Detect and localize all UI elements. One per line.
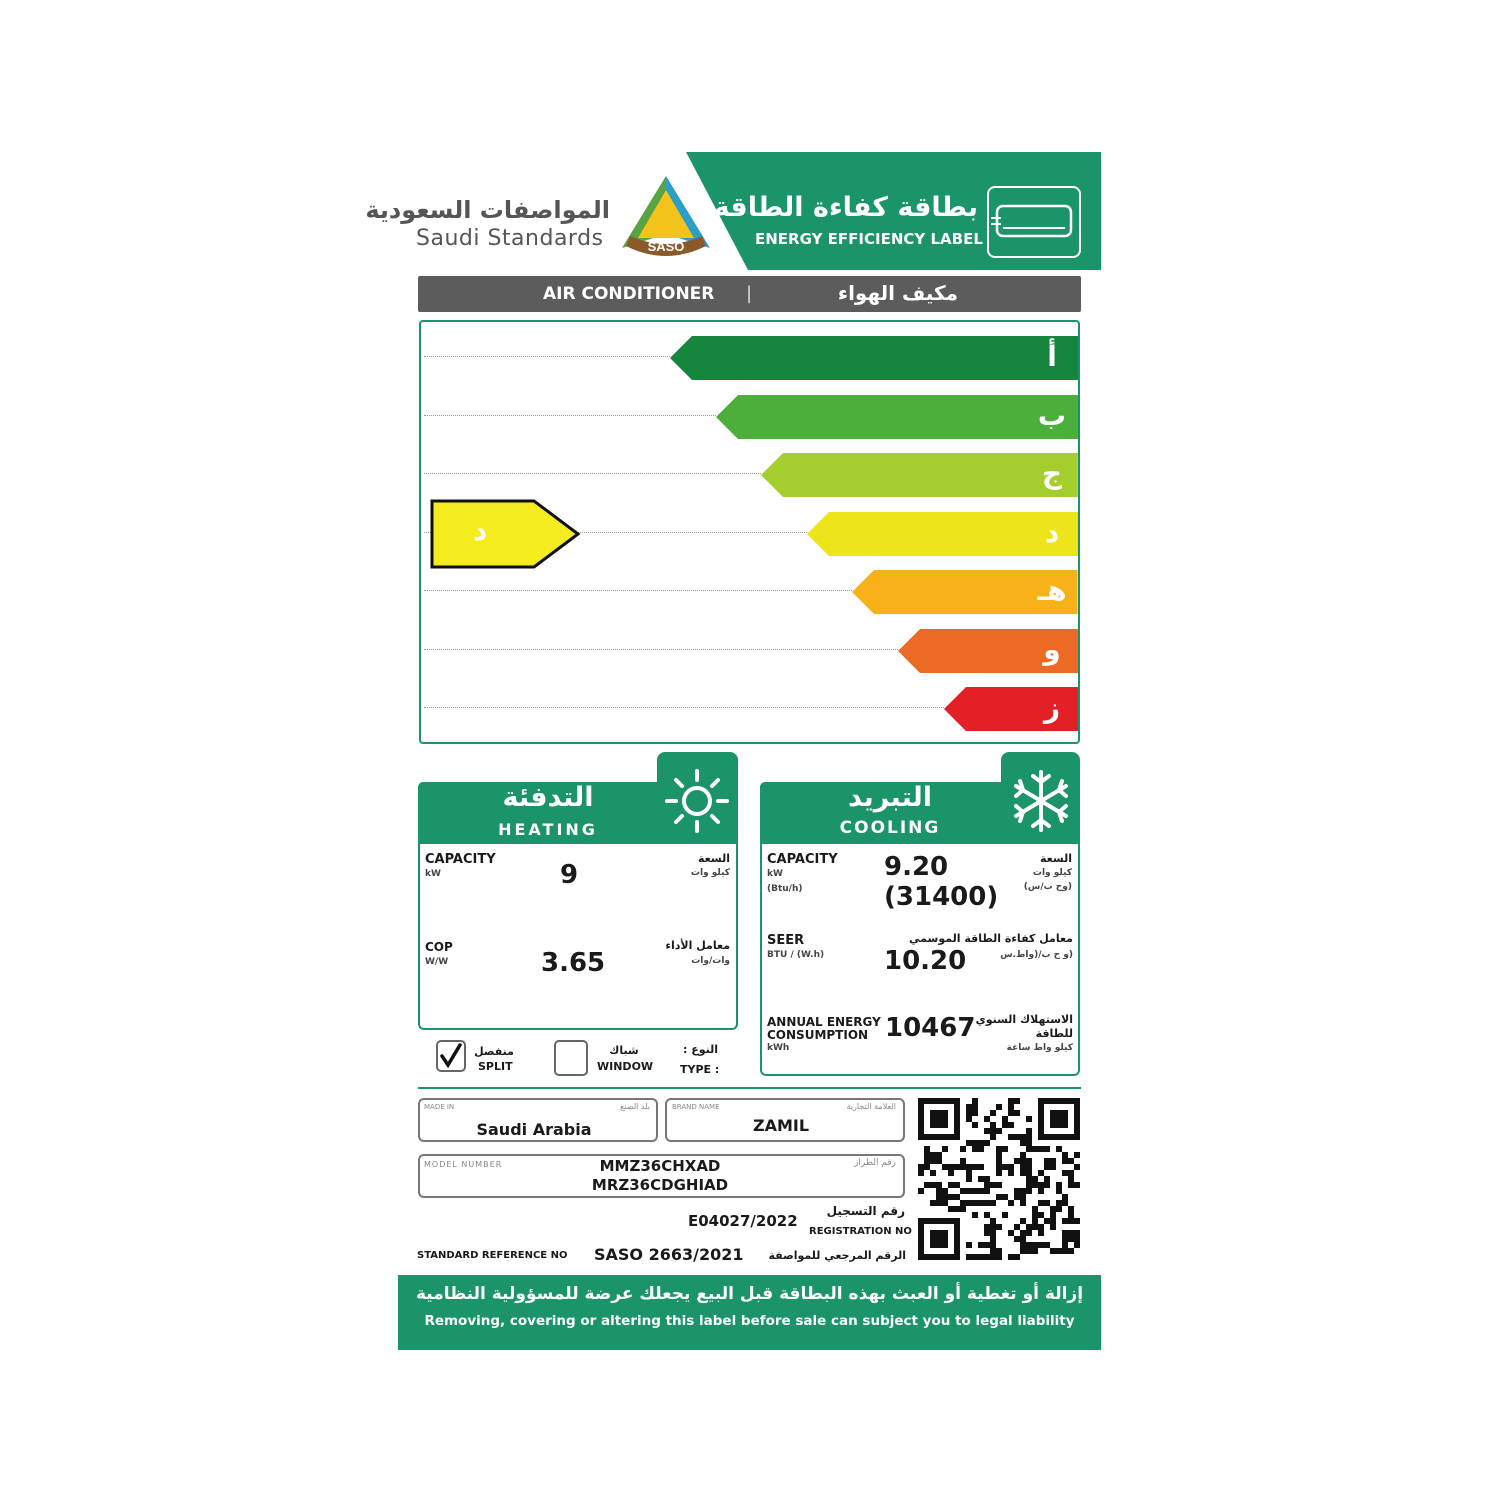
saso-logo-text: SASO — [647, 239, 685, 254]
heating-capacity-label-ar: السعة — [698, 852, 730, 865]
heating-title-en: HEATING — [498, 820, 598, 839]
qr-code — [918, 1098, 1080, 1260]
rating-bar-letter: أ — [1047, 340, 1057, 373]
heating-cop-label-ar: معامل الأداء — [665, 939, 730, 952]
rating-guide-line — [424, 649, 898, 650]
split-label-en: SPLIT — [478, 1060, 513, 1073]
cooling-aec-unit-ar: كيلو واط ساعة — [1006, 1043, 1073, 1053]
split-label-ar: منفصل — [474, 1045, 514, 1058]
standard-ref-value: SASO 2663/2021 — [594, 1245, 744, 1264]
model-value-2: MRZ36CDGHIAD — [591, 1176, 729, 1194]
rating-guide-line — [424, 707, 944, 708]
split-checkbox — [436, 1040, 466, 1072]
rating-guide-line — [424, 590, 852, 591]
cooling-seer-unit-ar: (و ح ب/(واط.س — [1000, 950, 1073, 960]
heating-capacity-value: 9 — [560, 860, 579, 890]
brand-value: ZAMIL — [752, 1116, 810, 1135]
heating-capacity-unit-ar: كيلو وات — [690, 868, 730, 878]
window-label-en: WINDOW — [597, 1060, 654, 1073]
cooling-aec-label-en-2: CONSUMPTION — [767, 1028, 869, 1042]
made-in-value: Saudi Arabia — [476, 1120, 592, 1139]
standard-ref-label-ar: الرقم المرجعي للمواصفة — [768, 1249, 906, 1262]
cooling-seer-label-en: SEER — [767, 933, 805, 948]
sun-icon — [664, 768, 730, 834]
cooling-capacity-unit2-en: (Btu/h) — [767, 884, 803, 894]
selected-rating-arrow — [430, 499, 582, 569]
cooling-title-ar: التبريد — [848, 782, 932, 813]
snowflake-icon — [1008, 768, 1074, 834]
rating-bar-letter: هـ — [1037, 574, 1067, 607]
rating-guide-line — [424, 415, 716, 416]
standard-ref-label-en: STANDARD REFERENCE NO — [417, 1250, 568, 1261]
cooling-capacity-unit2-ar: (وح ب/س) — [1023, 882, 1072, 892]
rating-bar-letter: و — [1043, 633, 1061, 666]
footer-warning-ar: إزالة أو تغطية أو العبث بهذه البطاقة قبل البيع يجعلك عرضة للمسؤولية النظامية — [415, 1284, 1084, 1304]
org-name-ar: المواصفات السعودية — [365, 196, 610, 224]
heating-capacity-unit-en: kW — [425, 869, 441, 879]
rating-bar-letter: د — [1044, 516, 1060, 549]
cooling-title-en: COOLING — [839, 818, 941, 838]
org-name-en: Saudi Standards — [416, 226, 604, 251]
label-title-ar: بطاقة كفاءة الطاقة — [713, 192, 978, 223]
rating-bar-letter: ز — [1043, 691, 1061, 724]
product-type-separator: | — [746, 283, 753, 304]
selected-rating-letter: د — [472, 514, 488, 547]
cooling-aec-value: 10467 — [885, 1013, 976, 1043]
rating-bar-1 — [670, 336, 1078, 380]
rating-guide-line — [424, 356, 670, 357]
model-label-en: MODEL NUMBER — [424, 1160, 503, 1169]
rating-bar-letter: ج — [1041, 457, 1063, 490]
made-in-label-en: MADE IN — [424, 1103, 455, 1111]
product-type-en: AIR CONDITIONER — [543, 284, 715, 304]
brand-label-ar: العلامة التجارية — [846, 1102, 896, 1111]
type-label-ar: النوع : — [682, 1043, 718, 1056]
cooling-capacity-label-ar: السعة — [1040, 852, 1072, 865]
brand-label-en: BRAND NAME — [672, 1103, 720, 1111]
footer-warning-en: Removing, covering or altering this label before sale can subject you to legal liability — [424, 1313, 1075, 1329]
cooling-capacity-value: 9.20 — [884, 852, 949, 882]
heating-cop-value: 3.65 — [541, 948, 606, 978]
label-title-en: ENERGY EFFICIENCY LABEL — [755, 230, 983, 248]
registration-label-ar: رقم التسجيل — [826, 1204, 905, 1218]
registration-label-en: REGISTRATION NO — [809, 1226, 912, 1237]
heating-cop-unit-ar: وات/وات — [691, 956, 730, 966]
window-checkbox — [554, 1040, 588, 1076]
heating-title-ar: التدفئة — [502, 782, 594, 813]
cooling-seer-label-ar: معامل كفاءة الطاقة الموسمي — [909, 932, 1073, 945]
cooling-capacity-label-en: CAPACITY — [767, 852, 838, 867]
cooling-capacity-value-btu: (31400) — [884, 882, 999, 912]
rating-guide-line — [424, 473, 761, 474]
rating-bar-2 — [716, 395, 1078, 439]
info-divider — [418, 1087, 1081, 1089]
cooling-capacity-unit-en: kW — [767, 869, 783, 879]
rating-bar-letter: ب — [1037, 399, 1067, 432]
model-value-1: MMZ36CHXAD — [599, 1157, 721, 1175]
cooling-seer-value: 10.20 — [884, 946, 967, 976]
window-label-ar: شباك — [609, 1044, 639, 1057]
type-label-en: TYPE : — [680, 1063, 720, 1076]
ac-unit-icon — [987, 186, 1081, 258]
made-in-label-ar: بلد الصنع — [620, 1102, 650, 1111]
cooling-aec-label-ar-2: للطاقة — [1035, 1027, 1073, 1040]
cooling-aec-label-ar-1: الاستهلاك السنوي — [975, 1013, 1073, 1026]
heating-capacity-label-en: CAPACITY — [425, 852, 496, 867]
cooling-aec-unit-en: kWh — [767, 1043, 790, 1053]
registration-value: E04027/2022 — [688, 1212, 798, 1230]
cooling-seer-unit-en: BTU / (W.h) — [767, 950, 825, 960]
product-type-ar: مكيف الهواء — [837, 281, 958, 305]
model-label-ar: رقم الطراز — [854, 1158, 896, 1168]
cooling-aec-label-en-1: ANNUAL ENERGY — [767, 1015, 881, 1029]
cooling-capacity-unit-ar: كيلو وات — [1032, 868, 1072, 878]
heating-cop-label-en: COP — [425, 940, 453, 954]
heating-cop-unit-en: W/W — [425, 957, 449, 967]
